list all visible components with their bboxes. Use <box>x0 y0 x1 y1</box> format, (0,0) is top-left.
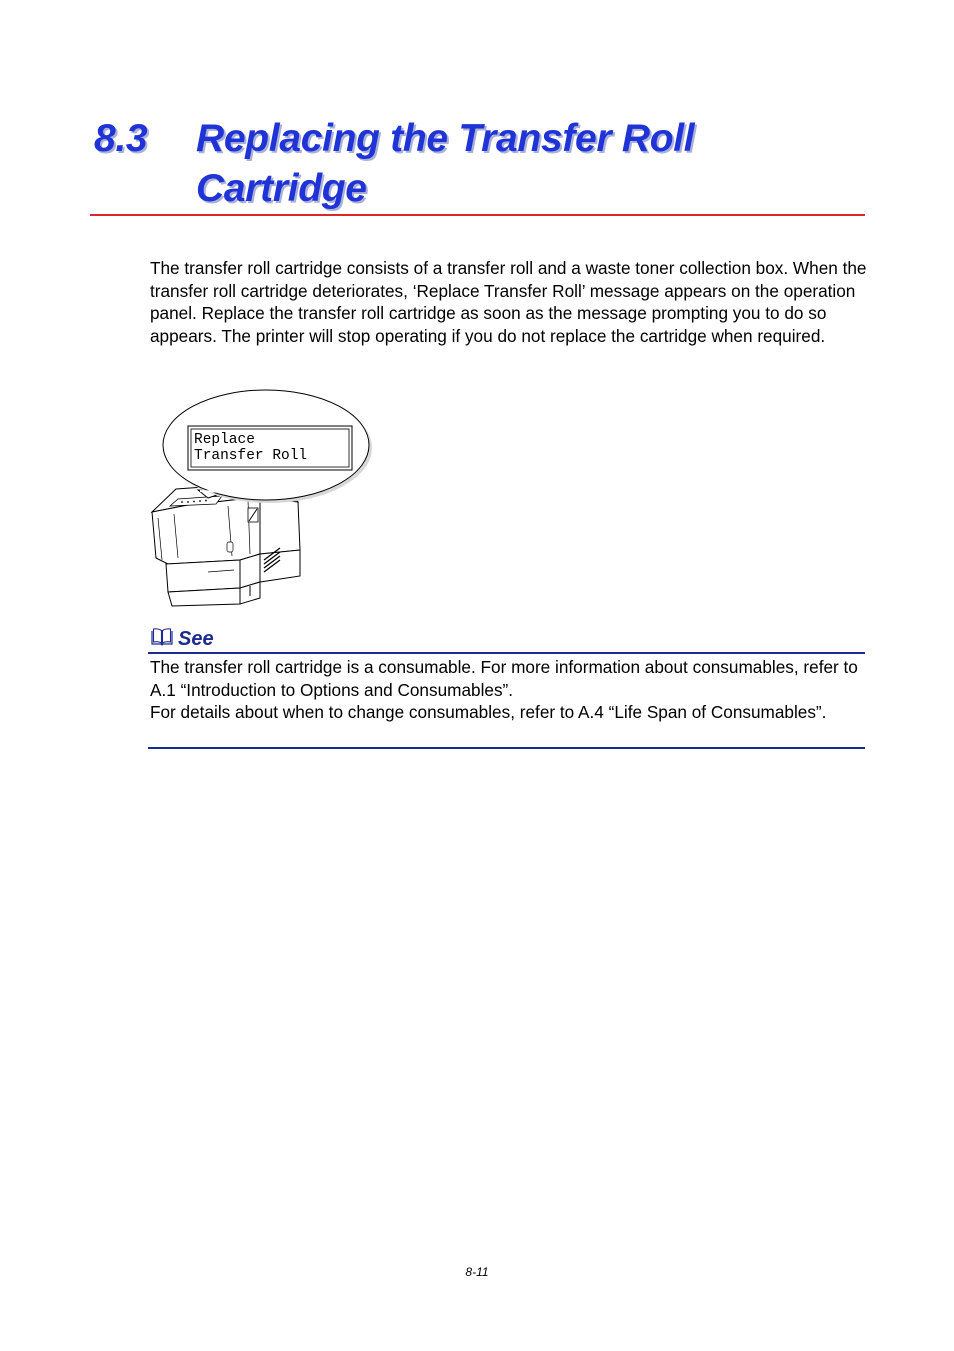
note-bottom-divider <box>148 747 865 749</box>
see-note-line-1: The transfer roll cartridge is a consumable. For more information about consumables, refer to A.1 “Introduction to Options and Consumables”. <box>150 657 858 700</box>
lcd-line-1: Replace <box>194 432 255 448</box>
heading-divider <box>90 214 865 216</box>
see-note-body <box>150 656 864 724</box>
book-icon <box>150 627 174 652</box>
see-label: See <box>178 627 214 650</box>
page-number: 8-11 <box>465 1265 489 1279</box>
note-top-divider <box>148 652 865 654</box>
intro-text: The transfer roll cartridge consists of a transfer roll and a waste toner collection box. When the transfer roll cartridge deteriorates, ‘Replace Transfer Roll’ message appears on the operation panel. Replace the transfer roll cartridge as soon as the message prompting you to do so appears. The printer will stop operating if you do not replace the cartridge when required. <box>150 258 867 346</box>
printer-drawing <box>148 388 380 610</box>
section-number: 8.3 <box>94 117 148 160</box>
lcd-line-2: Transfer Roll <box>194 448 308 464</box>
see-note-header <box>150 626 214 652</box>
printer-illustration <box>148 388 380 610</box>
section-title: Replacing the Transfer Roll Cartridge <box>196 117 695 210</box>
see-note-line-2: For details about when to change consumables, refer to A.4 “Life Span of Consumables”. <box>150 702 827 723</box>
intro-paragraph <box>150 257 870 347</box>
